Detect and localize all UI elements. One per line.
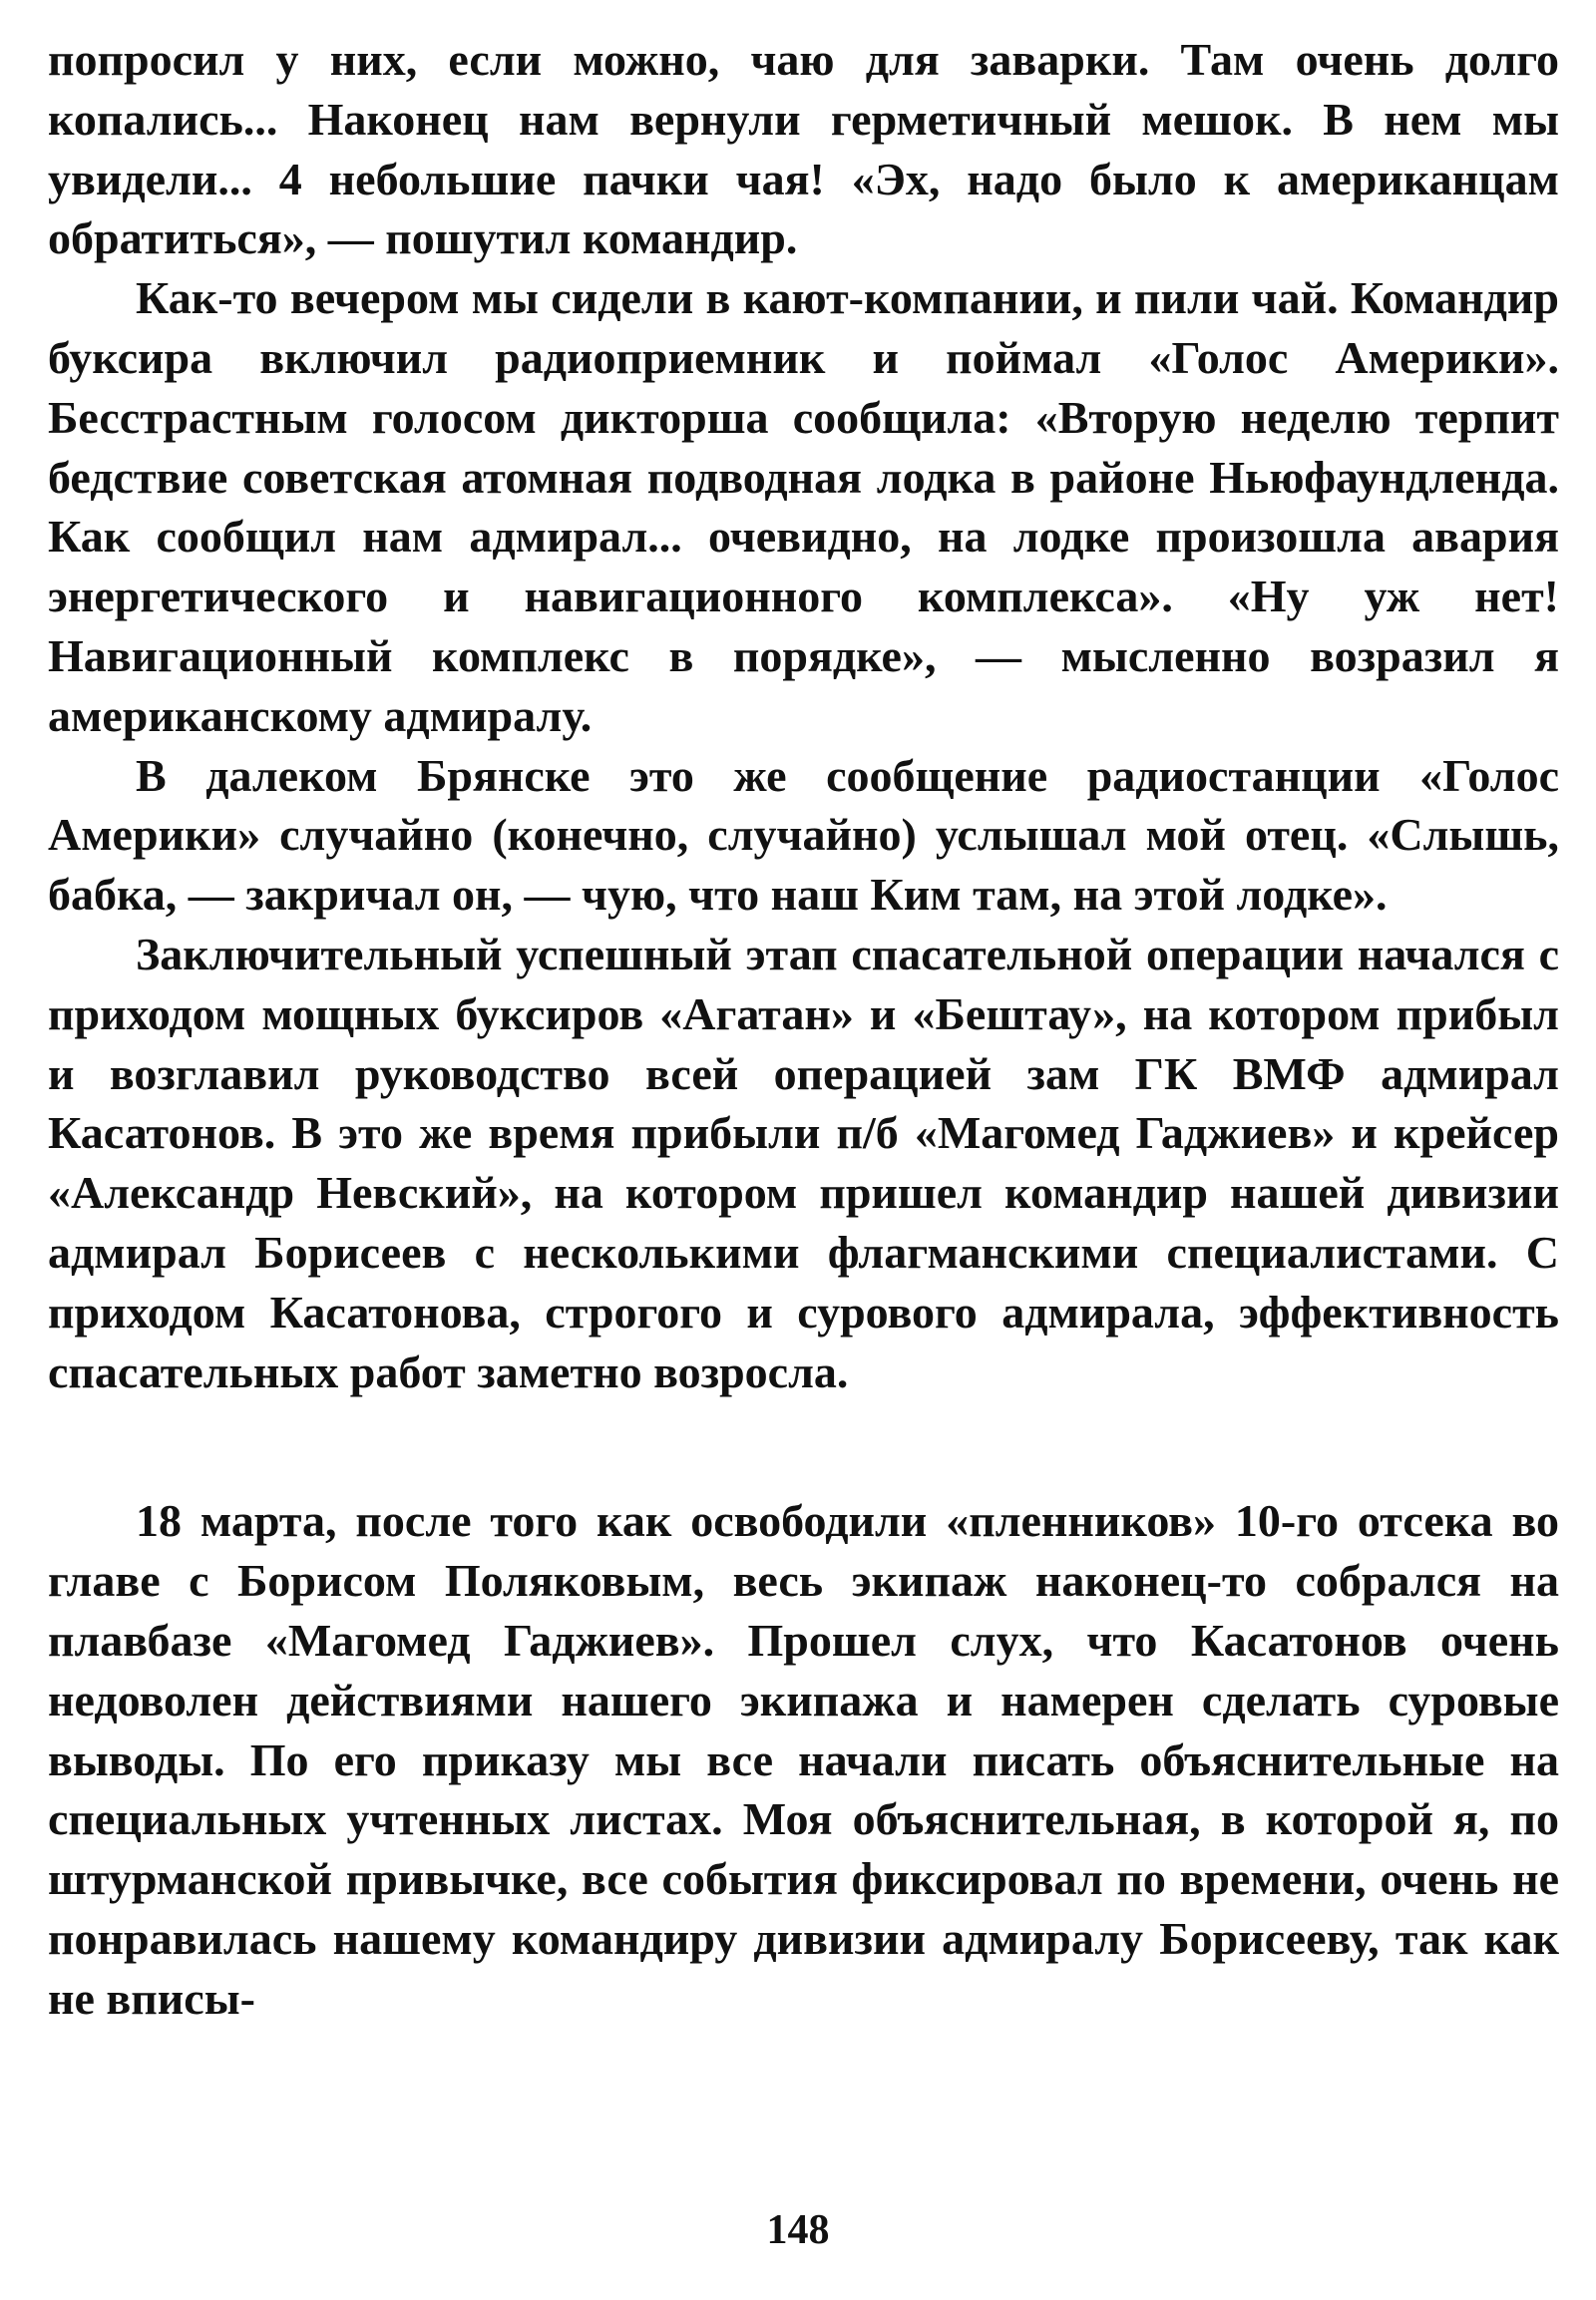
- paragraph-2: Как-то вечером мы сидели в кают-компании, и пили чай. Командир буксира включил радиоприемник и поймал «Голос Америки». Бесстрастным голосом дикторша сообщила: «Вторую неделю терпит бедствие советская атомная подводная лодка в районе Ньюфаундленда. Как сообщил нам адмирал... очевидно, на лодке произошла авария энергетического и навигационного комплекса». «Ну уж нет! Навигационный комплекс в порядке», — мысленно возразил я американскому адмиралу.: [48, 272, 1559, 741]
- paragraph-5: 18 марта, после того как освободили «пленников» 10-го отсека во главе с Борисом Поляковым, весь экипаж наконец-то собрался на плавбазе «Магомед Гаджиев». Прошел слух, что Касатонов очень недоволен действиями нашего экипажа и намерен сделать суровые выводы. По его приказу мы все начали писать объяснительные на специальных учтенных листах. Моя объяснительная, в которой я, по штурманской привычке, все события фиксировал по времени, очень не понравилась нашему командиру дивизии адмиралу Борисееву, так как не вписы-: [48, 1495, 1559, 2024]
- page-text: [48, 30, 1559, 2029]
- page-number: 148: [766, 2207, 830, 2253]
- paragraph-3: В далеком Брянске это же сообщение радиостанции «Голос Америки» случайно (конечно, случайно) услышал мой отец. «Слышь, бабка, — закричал он, — чую, что наш Ким там, на этой лодке».: [48, 749, 1559, 921]
- paragraph-4: Заключительный успешный этап спасательной операции начался с приходом мощных буксиров «Агатан» и «Бештау», на котором прибыл и возглавил руководство всей операцией зам ГК ВМФ адмирал Касатонов. В это же время прибыли п/б «Магомед Гаджиев» и крейсер «Александр Невский», на котором пришел командир нашей дивизии адмирал Борисеев с несколькими флагманскими специалистами. С приходом Касатонова, строгого и сурового адмирала, эффективность спасательных работ заметно возросла.: [48, 928, 1559, 1397]
- paragraph-1: попросил у них, если можно, чаю для заварки. Там очень долго копались... Наконец нам вернули герметичный мешок. В нем мы увидели... 4 небольшие пачки чая! «Эх, надо было к американцам обратиться», — пошутил командир.: [48, 34, 1559, 264]
